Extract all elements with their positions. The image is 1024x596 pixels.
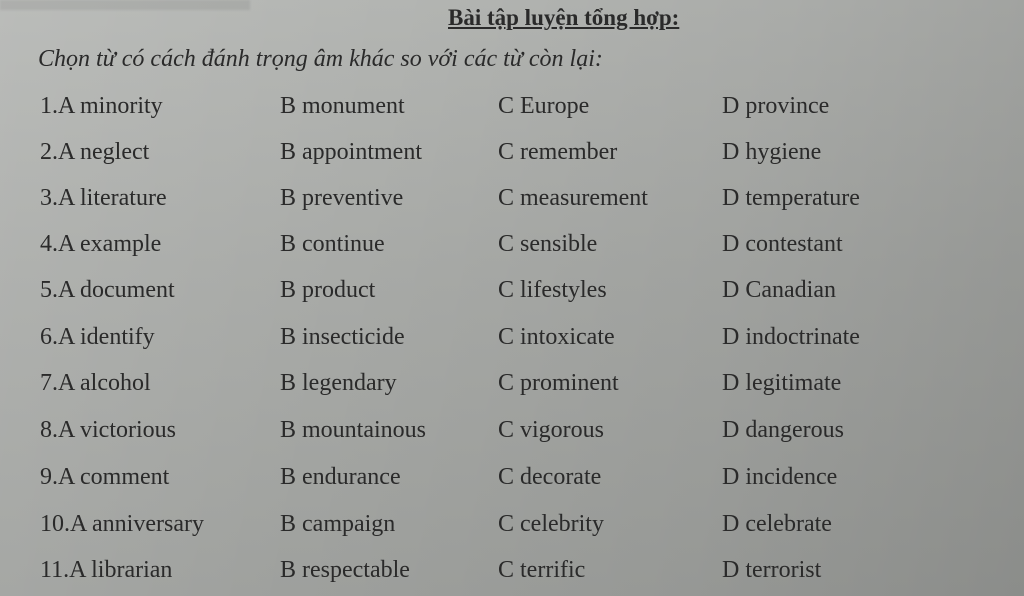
- question-row: [0, 139, 1024, 173]
- instruction-text: Chọn từ có cách đánh trọng âm khác so với các từ còn lại:: [38, 46, 603, 72]
- option-b: B endurance: [280, 464, 401, 490]
- question-row: [0, 511, 1024, 545]
- option-b: B respectable: [280, 557, 410, 583]
- question-row: [0, 324, 1024, 358]
- question-row: [0, 185, 1024, 219]
- option-a: 9.A comment: [40, 464, 170, 490]
- option-c: C vigorous: [498, 417, 605, 443]
- question-row: [0, 370, 1024, 404]
- option-b: B mountainous: [280, 417, 427, 443]
- option-b: B insecticide: [280, 324, 405, 350]
- option-d: D contestant: [722, 231, 843, 257]
- option-c: C celebrity: [498, 511, 604, 537]
- option-d: D province: [722, 93, 830, 119]
- option-d: D celebrate: [722, 511, 832, 537]
- option-a: 1.A minority: [40, 93, 163, 119]
- option-a: 4.A example: [40, 231, 162, 257]
- option-c: C Europe: [498, 93, 590, 119]
- option-a: 2.A neglect: [40, 139, 150, 165]
- question-row: [0, 93, 1024, 127]
- question-row: [0, 231, 1024, 265]
- option-c: C measurement: [498, 185, 648, 211]
- option-b: B preventive: [280, 185, 404, 211]
- question-row: [0, 464, 1024, 498]
- option-d: D hygiene: [722, 139, 822, 165]
- option-c: C sensible: [498, 231, 598, 257]
- option-b: B legendary: [280, 370, 397, 396]
- option-d: D Canadian: [722, 277, 836, 303]
- option-c: C decorate: [498, 464, 602, 490]
- option-d: D temperature: [722, 185, 860, 211]
- option-a: 10.A anniversary: [40, 511, 204, 537]
- option-c: C terrific: [498, 557, 586, 583]
- option-a: 6.A identify: [40, 324, 155, 350]
- option-a: 8.A victorious: [40, 417, 176, 443]
- option-b: B appointment: [280, 139, 422, 165]
- question-row: [0, 557, 1024, 591]
- option-b: B monument: [280, 93, 405, 119]
- option-a: 3.A literature: [40, 185, 167, 211]
- option-c: C prominent: [498, 370, 619, 396]
- option-b: B campaign: [280, 511, 396, 537]
- question-row: [0, 277, 1024, 311]
- option-d: D dangerous: [722, 417, 844, 443]
- option-d: D legitimate: [722, 370, 842, 396]
- option-a: 5.A document: [40, 277, 175, 303]
- option-d: D terrorist: [722, 557, 822, 583]
- page-title: Bài tập luyện tổng hợp:: [448, 5, 680, 30]
- option-c: C intoxicate: [498, 324, 615, 350]
- option-b: B product: [280, 277, 376, 303]
- option-d: D indoctrinate: [722, 324, 860, 350]
- top-cut-off-text: [0, 0, 250, 10]
- option-d: D incidence: [722, 464, 838, 490]
- option-b: B continue: [280, 231, 385, 257]
- question-row: [0, 417, 1024, 451]
- option-c: C lifestyles: [498, 277, 607, 303]
- option-c: C remember: [498, 139, 618, 165]
- option-a: 7.A alcohol: [40, 370, 151, 396]
- option-a: 11.A librarian: [40, 557, 173, 583]
